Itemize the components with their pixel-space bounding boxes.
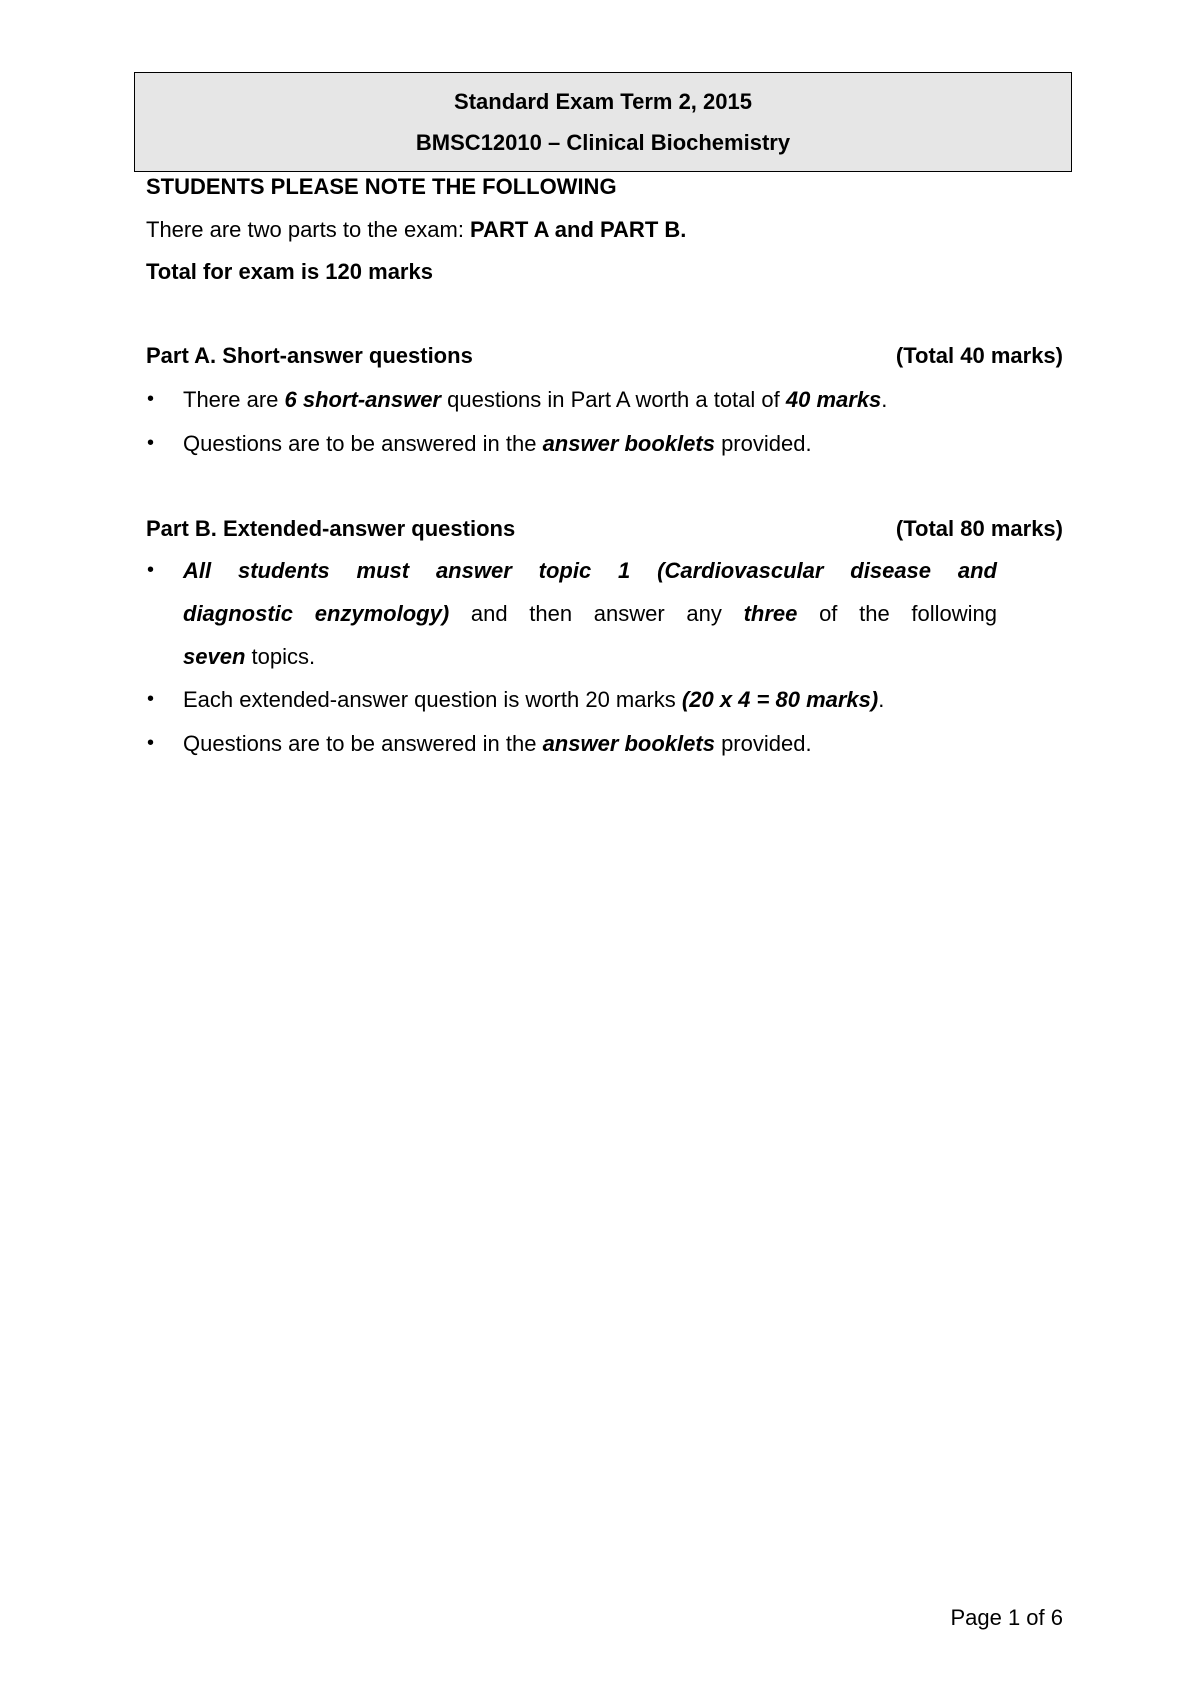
part-a-heading xyxy=(146,343,1063,369)
emphasis-span: three xyxy=(743,601,798,626)
bullet-icon: • xyxy=(147,432,155,454)
text-span: Each extended-answer question is worth 20 marks xyxy=(183,687,682,712)
emphasis-span: diagnostic enzymology) xyxy=(183,601,450,626)
emphasis-span: 40 marks xyxy=(785,387,882,412)
part-b-title: Part B. Extended-answer questions xyxy=(146,516,516,541)
part-a-title: Part A. Short-answer questions xyxy=(146,343,473,368)
course-title: BMSC12010 – Clinical Biochemistry xyxy=(415,130,791,155)
emphasis-span: answer booklets xyxy=(542,431,715,456)
part-b-bullet-3 xyxy=(183,731,812,757)
part-b-total: (Total 80 marks) xyxy=(895,516,1063,541)
part-b-bullet-1-line-3 xyxy=(183,644,315,670)
part-b-heading xyxy=(146,516,1063,542)
exam-parts-line xyxy=(146,217,686,243)
text-span: There are xyxy=(183,387,285,412)
emphasis-span: answer booklets xyxy=(542,731,715,756)
text-span: . xyxy=(878,687,885,712)
text-span: questions in Part A worth a total of xyxy=(441,387,786,412)
notes-heading: STUDENTS PLEASE NOTE THE FOLLOWING xyxy=(146,174,617,199)
emphasis-span: (20 x 4 = 80 marks) xyxy=(681,687,879,712)
bullet-icon: • xyxy=(147,732,155,754)
text-span: . xyxy=(881,387,888,412)
exam-parts-text: There are two parts to the exam: xyxy=(146,217,471,242)
text-span: Questions are to be answered in the xyxy=(183,731,543,756)
page-number: Page 1 of 6 xyxy=(950,1605,1063,1630)
part-b-bullet-1-line-1: All students must answer topic 1 (Cardiovascular disease and xyxy=(183,558,997,583)
part-b-bullet-2 xyxy=(183,687,884,713)
text-span: Questions are to be answered in the xyxy=(183,431,543,456)
part-b-bullet-1-line-2 xyxy=(183,601,997,627)
text-span: provided. xyxy=(714,431,812,456)
emphasis-span: 6 short-answer xyxy=(284,387,441,412)
exam-header-box xyxy=(134,72,1072,172)
bullet-icon: • xyxy=(147,559,155,581)
exam-title: Standard Exam Term 2, 2015 xyxy=(454,89,752,114)
text-span: topics. xyxy=(245,644,316,669)
part-a-total: (Total 40 marks) xyxy=(895,343,1063,368)
exam-parts-bold: PART A and PART B. xyxy=(470,217,687,242)
part-a-bullet-1 xyxy=(183,387,887,413)
exam-total: Total for exam is 120 marks xyxy=(146,259,433,284)
bullet-icon: • xyxy=(147,388,155,410)
text-span: provided. xyxy=(714,731,812,756)
part-a-bullet-2 xyxy=(183,431,812,457)
bullet-icon: • xyxy=(147,688,155,710)
text-span: and then answer any xyxy=(449,601,744,626)
text-span: of the following xyxy=(797,601,997,626)
emphasis-span: seven xyxy=(183,644,246,669)
